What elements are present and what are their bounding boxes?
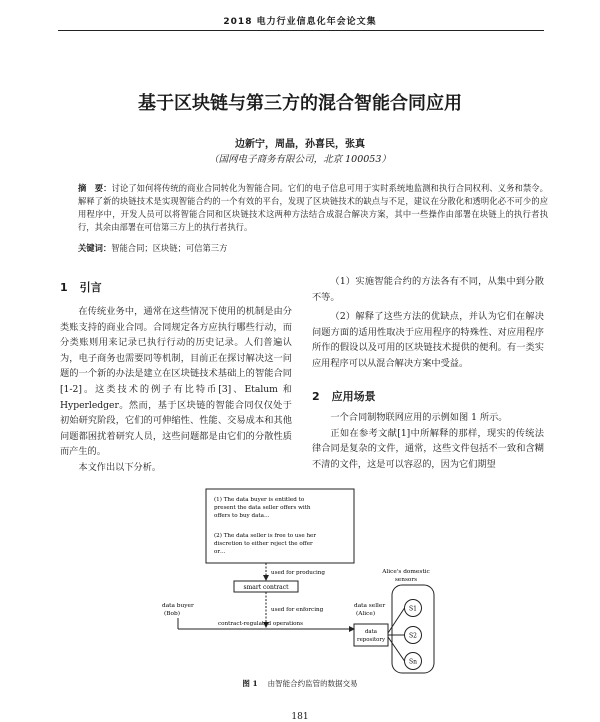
sensor-sn-label: Sn xyxy=(409,658,417,666)
paper-title: 基于区块链与第三方的混合智能合同应用 xyxy=(138,93,462,114)
repository-line-1: data xyxy=(364,629,378,635)
section-1-title: 引言 xyxy=(79,281,102,294)
abstract-text: 讨论了如何将传统的商业合同转化为智能合同。它们的电子信息可用于实时系统地监测和执行合同权利、义务和禁令。解释了新的块链技术是实现智能合约的一个有效的平台，发现了区块链技术的缺点与不足，建议在分散化和透明化必不可少的应用程序中，开发人员可以将智能合同和区块链技术这两种方法结合成混合解决方案，其中一些操作由部署在块链上的执行者执行，其余由部署在可信第三方上的执行者执行。 xyxy=(78,183,548,232)
clause-2-line-2: discretion to either reject the offer xyxy=(214,541,313,547)
clause-1-line-2: present the data seller offers with xyxy=(214,505,311,511)
used-for-enforcing-label: used for enforcing xyxy=(271,607,324,613)
data-seller-name: (Alice) xyxy=(356,611,376,617)
operations-label: contract-regulated operations xyxy=(218,621,303,627)
keywords xyxy=(78,242,548,255)
figure-1-diagram xyxy=(148,487,448,675)
sensor-link-n xyxy=(388,637,405,661)
used-for-producing-label: used for producing xyxy=(271,570,325,576)
clause-2-line-1: (2) The data seller is free to use her xyxy=(214,533,317,539)
section-2-heading xyxy=(312,388,544,404)
section-1-item-1: （1）实施智能合约的方法各有不同，从集中到分散不等。 xyxy=(312,276,544,303)
clause-1-line-1: (1) The data buyer is entitled to xyxy=(214,497,305,503)
data-buyer-label: data buyer xyxy=(162,603,194,609)
right-column-text-top xyxy=(312,274,544,372)
section-1-para-1: 在传统业务中，通常在这些情况下使用的机制是由分类账支持的商业合同。合同规定各方应执行哪些行动，而分类账则用来记录已执行行动的历史记录。人们普遍认为，电子商务也需要同等机制，目前正在探讨解决这一问题的一个新的办法是建立在区块链技术基础上的智能合同[1-2]。这类技术的例子有比特币[3]、Etalum 和 Hyperledger。然而，基于区块链的智能合同仅仅处于初始研究阶段，它们的可伸缩性、性能、交易成本和其他问题都困扰着研究人员，这些问题都是由它们的分散性质而产生的。 xyxy=(60,306,292,458)
affiliation: （国网电子商务有限公司，北京 100053） xyxy=(209,154,391,165)
data-buyer-name: (Bob) xyxy=(164,611,180,617)
section-2-title: 应用场景 xyxy=(331,390,376,403)
clause-2-line-3: or… xyxy=(214,549,226,555)
section-1-heading xyxy=(60,279,292,295)
keywords-text: 智能合同；区块链；可信第三方 xyxy=(111,243,228,253)
left-column-text xyxy=(60,304,292,476)
section-2-number: 2 xyxy=(312,390,320,403)
section-1-number: 1 xyxy=(60,281,68,294)
figure-1-caption-label: 图 1 xyxy=(242,679,258,688)
section-1-item-2: （2）解释了这些方法的优缺点，并认为它们在解决问题方面的适用性取决于应用程序的特殊性、对应用程序所作的假设以及可用的区块链技术提供的便利。有一类实应用程序可以从混合解决方案中受益。 xyxy=(312,311,544,369)
sensor-s1-label: S1 xyxy=(409,605,417,613)
abstract xyxy=(78,182,548,234)
section-1-para-2: 本文作出以下分析。 xyxy=(78,461,162,473)
sensors-label-line-1: Alice's domestic xyxy=(382,569,430,575)
section-2-para-2: 正如在参考文献[1]中所解释的那样，现实的传统法律合同是复杂的文件，通常，这些文件包括不一致和含糊不清的文件，这是可以容忍的，因为它们期望 xyxy=(312,427,544,470)
keywords-label: 关键词： xyxy=(78,243,112,253)
figure-1-caption-text: 由智能合约监管的数据交易 xyxy=(267,679,358,688)
data-seller-label: data seller xyxy=(354,603,386,609)
figure-1-caption xyxy=(0,678,600,689)
page-number: 181 xyxy=(291,712,309,722)
clause-1-line-3: offers to buy data… xyxy=(214,513,270,519)
repository-line-2: repository xyxy=(357,637,385,643)
header-rule xyxy=(58,30,544,31)
authors: 边新宁，周晶，孙喜民，张真 xyxy=(235,139,365,150)
sensor-link-1 xyxy=(388,608,405,633)
abstract-label: 摘 要： xyxy=(78,183,112,193)
running-header: 2018 电力行业信息化年会论文集 xyxy=(223,17,377,27)
section-2-para-1: 一个合同制物联网应用的示例如图 1 所示。 xyxy=(330,412,508,423)
smart-contract-label: smart contract xyxy=(243,584,289,591)
sensors-label-line-2: sensors xyxy=(394,577,418,583)
right-column-text-bottom xyxy=(312,410,544,472)
sensor-s2-label: S2 xyxy=(409,632,417,640)
